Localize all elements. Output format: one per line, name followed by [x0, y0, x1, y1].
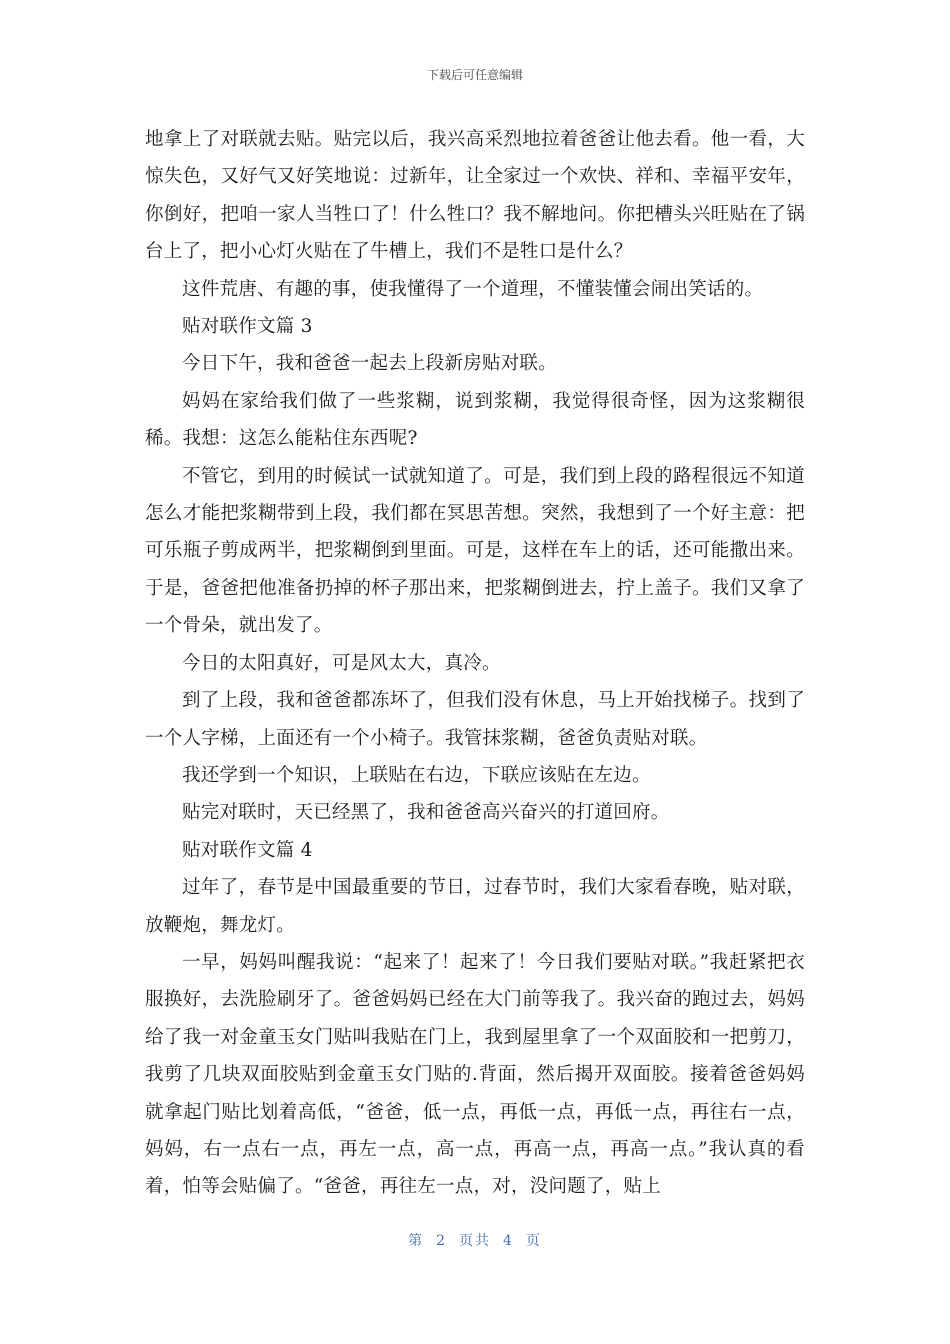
document-body: [145, 121, 805, 1206]
paragraph: 今日下午，我和爸爸一起去上段新房贴对联。: [182, 353, 558, 375]
page-number-total: 4: [503, 1233, 514, 1249]
paragraph: 我还学到一个知识，上联贴在右边，下联应该贴在左边。: [182, 764, 651, 786]
paragraph: 一早，妈妈叫醒我说：“起来了！起来了！今日我们要贴对联。”我赶紧把衣服换好，去洗脸刷牙了。爸爸妈妈已经在大门前等我了。我兴奋的跑过去，妈妈给了我一对金童玉女门贴叫我贴在门上，我到屋里拿了一个双面胶和一把剪刀，我剪了几块双面胶贴到金童玉女门贴的.背面，然后揭开双面胶。接着爸爸妈妈就拿起门贴比划着高低，“爸爸，低一点，再低一点，再低一点，再往右一点，妈妈，右一点右一点，再左一点，高一点，再高一点，再高一点。”我认真的看着，怕等会贴偏了。“爸爸，再往左一点，对，没问题了，贴上: [145, 951, 805, 1198]
page-number-suffix: 页: [525, 1233, 542, 1249]
paragraph: 不管它，到用的时候试一试就知道了。可是，我们到上段的路程很远不知道怎么才能把浆糊带到上段，我们都在冥思苦想。突然，我想到了一个好主意：把可乐瓶子剪成两半，把浆糊倒到里面。可是，这样在车上的话，还可能撒出来。于是，爸爸把他准备扔掉的杯子那出来，把浆糊倒进去，拧上盖子。我们又拿了一个骨朵，就出发了。: [145, 465, 805, 637]
paragraph: 贴完对联时，天已经黑了，我和爸爸高兴奋兴的打道回府。: [182, 802, 670, 824]
paragraph: 妈妈在家给我们做了一些浆糊，说到浆糊，我觉得很奇怪，因为这浆糊很稀。我想：这怎么能粘住东西呢?: [145, 390, 805, 450]
paragraph: 今日的太阳真好，可是风太大，真冷。: [182, 652, 501, 674]
page-number-middle: 页共: [459, 1233, 491, 1249]
page-header: 下载后可任意编辑: [426, 68, 523, 82]
section-heading: 贴对联作文篇 4: [182, 839, 313, 861]
page-number-prefix: 第: [408, 1233, 425, 1249]
paragraph: 地拿上了对联就去贴。贴完以后，我兴高采烈地拉着爸爸让他去看。他一看，大惊失色，又好气又好笑地说：过新年，让全家过一个欢快、祥和、幸福平安年，你倒好，把咱一家人当牲口了！什么牲口？我不解地问。你把槽头兴旺贴在了锅台上了，把小心灯火贴在了牛槽上，我们不是牲口是什么？: [145, 129, 805, 263]
section-heading: 贴对联作文篇 3: [182, 316, 313, 338]
paragraph: 这件荒唐、有趣的事，使我懂得了一个道理，不懂装懂会闹出笑话的。: [182, 278, 764, 300]
paragraph: 到了上段，我和爸爸都冻坏了，但我们没有休息，马上开始找梯子。找到了一个人字梯，上面还有一个小椅子。我管抹浆糊，爸爸负责贴对联。: [145, 690, 805, 749]
page-number-current: 2: [436, 1233, 447, 1249]
page-footer: [0, 1230, 950, 1250]
paragraph: 过年了，春节是中国最重要的节日，过春节时，我们大家看春晚，贴对联，放鞭炮，舞龙灯。: [145, 877, 805, 936]
